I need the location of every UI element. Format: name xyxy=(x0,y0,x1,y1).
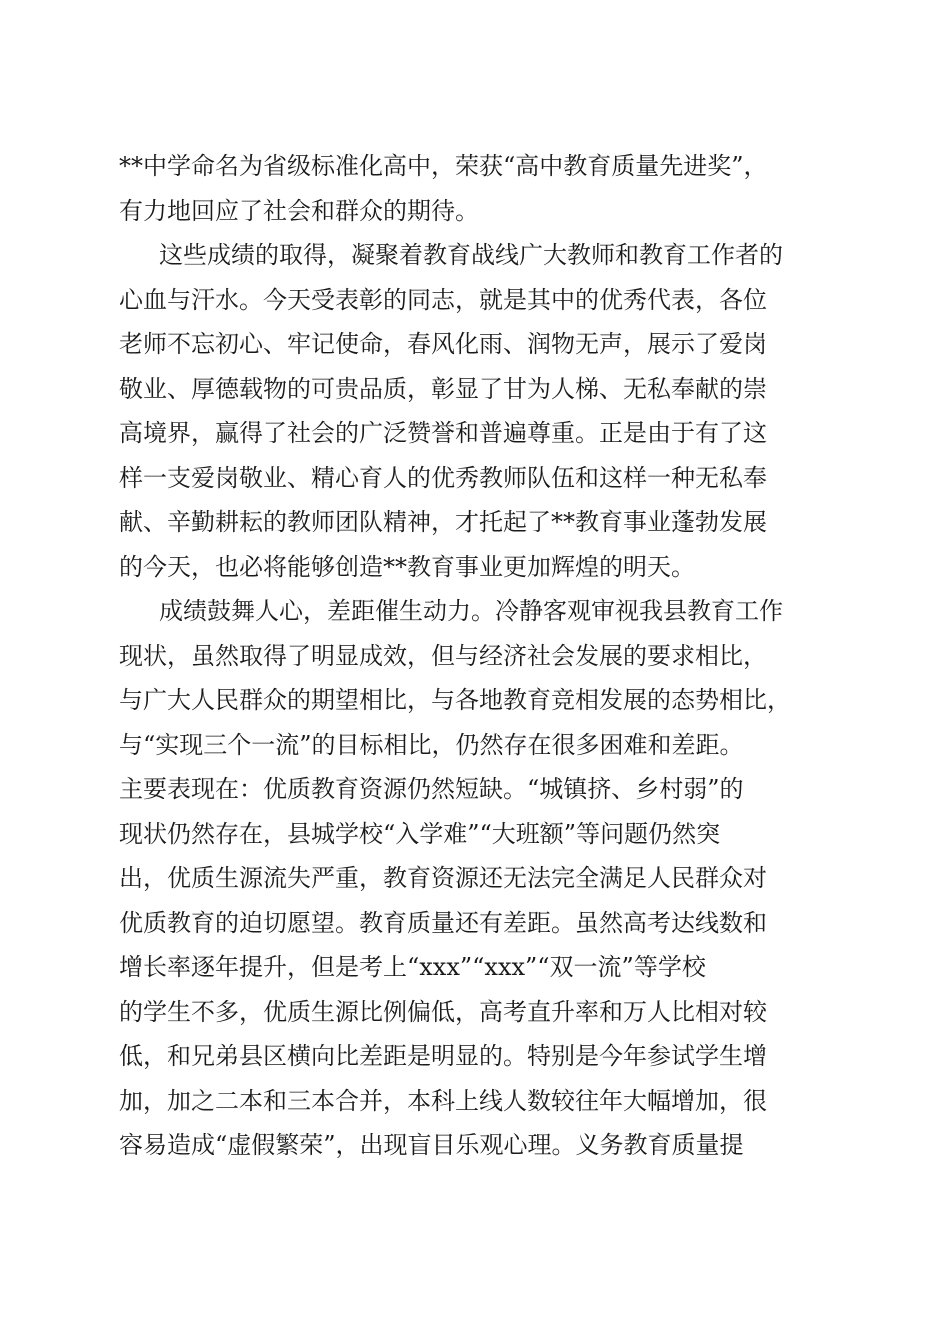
text-line: 低，和兄弟县区横向比差距是明显的。特别是今年参试学生增 xyxy=(119,1042,767,1070)
text-line: 优质教育的迫切愿望。教育质量还有差距。虽然高考达线数和 xyxy=(119,908,767,937)
paragraph-2 xyxy=(119,233,831,589)
text-line: 成绩鼓舞人心，差距催生动力。冷静客观审视我县教育工作 xyxy=(159,597,783,625)
text-line: 的今天，也必将能够创造**教育事业更加辉煌的明天。 xyxy=(119,552,695,581)
text-line: 高境界，赢得了社会的广泛赞誉和普遍尊重。正是由于有了这 xyxy=(119,419,767,447)
text-line: 增长率逐年提升，但是考上“xxx”“xxx”“双一流”等学校 xyxy=(119,953,706,981)
text-line: 容易造成“虚假繁荣”，出现盲目乐观心理。义务教育质量提 xyxy=(119,1131,744,1159)
text-line: 现状仍然存在，县城学校“入学难”“大班额”等问题仍然突 xyxy=(119,819,721,848)
text-line: 与“实现三个一流”的目标相比，仍然存在很多困难和差距。 xyxy=(119,730,744,759)
text-line: 敬业、厚德载物的可贵品质，彰显了甘为人梯、无私奉献的崇 xyxy=(119,374,767,403)
text-line: 有力地回应了社会和群众的期待。 xyxy=(119,196,479,225)
paragraph-1 xyxy=(119,144,831,233)
paragraph-3 xyxy=(119,589,831,1168)
text-line: 主要表现在：优质教育资源仍然短缺。“城镇挤、乡村弱”的 xyxy=(119,775,744,803)
text-line: 现状，虽然取得了明显成效，但与经济社会发展的要求相比， xyxy=(119,641,767,670)
text-line: 这些成绩的取得，凝聚着教育战线广大教师和教育工作者的 xyxy=(159,241,783,269)
text-line: 样一支爱岗敬业、精心育人的优秀教师队伍和这样一种无私奉 xyxy=(119,463,767,492)
text-line: **中学命名为省级标准化高中，荣获“高中教育质量先进奖”， xyxy=(119,152,768,180)
text-line: 老师不忘初心、牢记使命，春风化雨、润物无声，展示了爱岗 xyxy=(119,330,767,358)
text-line: 的学生不多，优质生源比例偏低，高考直升率和万人比相对较 xyxy=(119,997,767,1026)
text-line: 与广大人民群众的期望相比，与各地教育竞相发展的态势相比， xyxy=(119,686,791,714)
text-line: 加，加之二本和三本合并，本科上线人数较往年大幅增加，很 xyxy=(119,1086,767,1115)
text-line: 出，优质生源流失严重，教育资源还无法完全满足人民群众对 xyxy=(119,864,767,892)
text-line: 献、辛勤耕耘的教师团队精神，才托起了**教育事业蓬勃发展 xyxy=(119,508,767,536)
body-text xyxy=(119,144,831,1168)
text-line: 心血与汗水。今天受表彰的同志，就是其中的优秀代表，各位 xyxy=(119,285,767,314)
